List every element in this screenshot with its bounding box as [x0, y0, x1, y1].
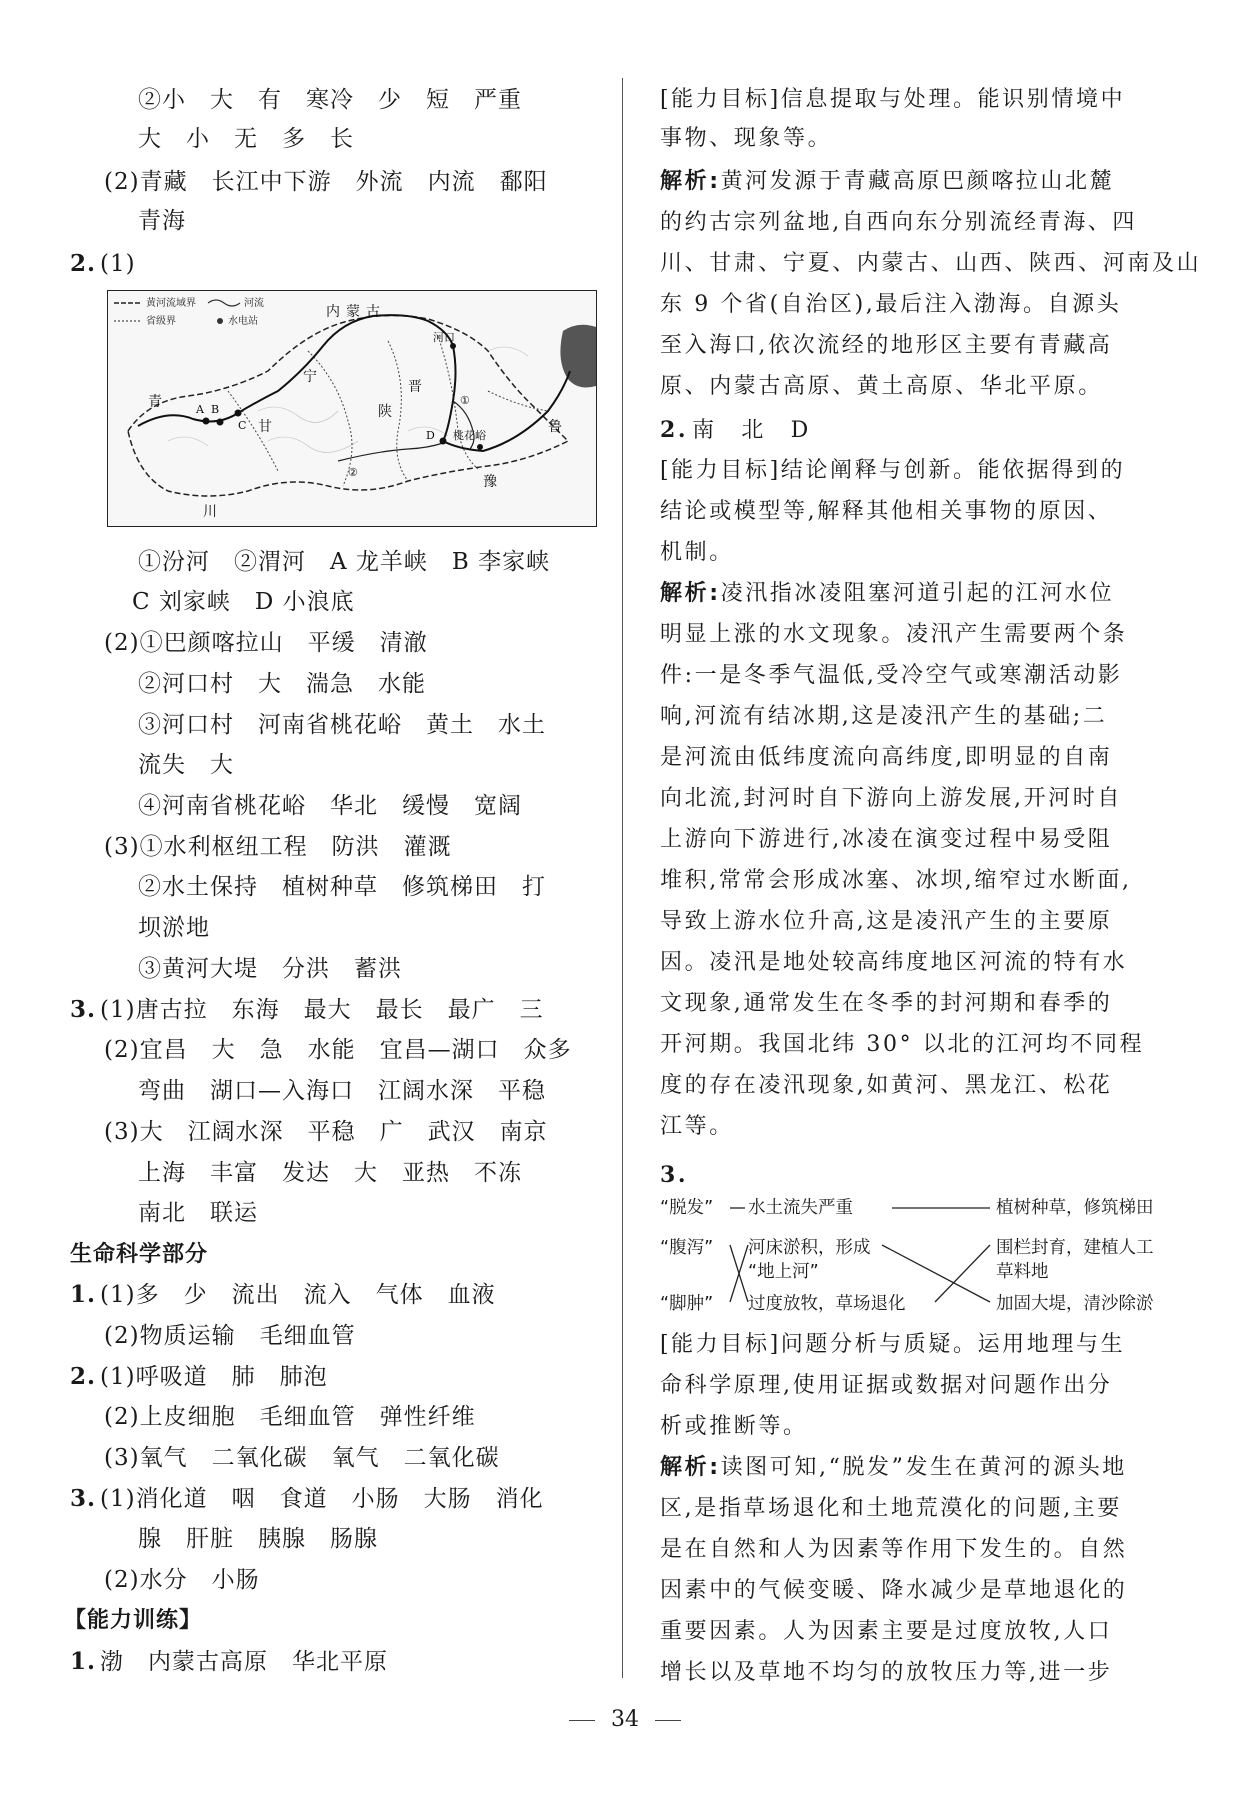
- left-answer-line: 南北 联运: [138, 1200, 258, 1226]
- left-answer-line: ②小 大 有 寒冷 少 短 严重: [138, 87, 522, 113]
- left-question-line: [70, 249, 136, 279]
- svg-text:晋: 晋: [408, 379, 422, 395]
- analysis-label: 解析:: [660, 581, 721, 606]
- svg-text:桃花峪: 桃花峪: [453, 429, 486, 442]
- svg-text:古: 古: [366, 304, 380, 320]
- svg-text:甘: 甘: [258, 419, 272, 435]
- diagram-fuxie: “腹泻”: [660, 1238, 714, 1258]
- svg-text:省级界: 省级界: [146, 316, 176, 327]
- left-answer-line: ①汾河 ②渭河 A 龙羊峡 B 李家峡: [138, 549, 551, 575]
- explanation-line: 开河期。我国北纬 30° 以北的江河均不同程: [660, 1032, 1145, 1057]
- explanation-line: 度的存在凌汛现象,如黄河、黑龙江、松花: [660, 1073, 1113, 1098]
- diagram-dike: 加固大堤，清沙除淤: [996, 1294, 1154, 1314]
- explanation-line: 响,河流有结冰期,这是凌汛产生的基础;二: [660, 704, 1108, 729]
- svg-text:陕: 陕: [378, 404, 392, 420]
- station-c-dot: [235, 410, 242, 417]
- explanation-line: 川、甘肃、宁夏、内蒙古、山西、陕西、河南及山: [660, 251, 1202, 276]
- analysis-line: [660, 167, 1114, 197]
- question-number: 2.: [660, 417, 689, 443]
- left-answer-line: (3)①水利枢纽工程 防洪 灌溉: [104, 834, 452, 860]
- left-answer-line: (3)氧气 二氧化碳 氧气 二氧化碳: [104, 1445, 500, 1471]
- svg-text:内: 内: [326, 304, 340, 320]
- explanation-line: 原、内蒙古高原、黄土高原、华北平原。: [660, 374, 1103, 399]
- right-question-2: [660, 415, 811, 446]
- explanation-line: 机制。: [660, 540, 734, 565]
- left-answer-line: (2)①巴颜喀拉山 平缓 清澈: [104, 630, 428, 656]
- analysis-text: 读图可知,“脱发”发生在黄河的源头地: [720, 1455, 1127, 1480]
- question-answer: (1)呼吸道 肺 肺泡: [100, 1364, 328, 1390]
- analysis-text: 黄河发源于青藏高原巴颜喀拉山北麓: [720, 169, 1115, 194]
- analysis-label: 解析:: [660, 169, 721, 194]
- question-number: 2.: [70, 1363, 97, 1390]
- explanation-line: [能力目标]问题分析与质疑。运用地理与生: [660, 1332, 1126, 1357]
- explanation-line: 向北流,封河时自下游向上游发展,开河时自: [660, 786, 1122, 811]
- page-number: [0, 1707, 1250, 1732]
- svg-text:豫: 豫: [483, 474, 497, 490]
- svg-text:C: C: [238, 419, 247, 432]
- left-answer-line: (2)物质运输 毛细血管: [104, 1323, 356, 1349]
- explanation-line: [能力目标]信息提取与处理。能识别情境中: [660, 87, 1126, 112]
- wei-river-line: [338, 443, 443, 461]
- left-answer-line: 腺 肝脏 胰腺 肠腺: [138, 1526, 378, 1552]
- right-question-3: 3.: [660, 1162, 689, 1188]
- svg-text:②: ②: [348, 466, 358, 479]
- analysis-line: [660, 1453, 1127, 1483]
- svg-text:川: 川: [203, 504, 217, 520]
- analysis-text: 凌汛指冰凌阻塞河道引起的江河水位: [720, 581, 1115, 606]
- left-answer-line: (2)青藏 长江中下游 外流 内流 鄱阳: [104, 169, 548, 195]
- left-answer-line: (3)大 江阔水深 平稳 广 武汉 南京: [104, 1119, 548, 1145]
- left-answer-line: 弯曲 湖口—入海口 江阔水深 平稳: [138, 1078, 546, 1104]
- left-question-line: [70, 1362, 328, 1392]
- explanation-line: 上游向下游进行,冰凌在演变过程中易受阻: [660, 827, 1113, 852]
- svg-text:河口: 河口: [433, 331, 455, 344]
- explanation-line: 件:一是冬季气温低,受冷空气或寒潮活动影: [660, 663, 1123, 688]
- bohai-sea: [560, 325, 596, 388]
- station-b-dot: [217, 419, 224, 426]
- explanation-line: 堆积,常常会形成冰塞、冰坝,缩窄过水断面,: [660, 868, 1132, 893]
- left-answer-line: C 刘家峡 D 小浪底: [132, 589, 355, 615]
- diagram-plant: 植树种草，修筑梯田: [996, 1198, 1154, 1218]
- explanation-line: [能力目标]结论阐释与创新。能依据得到的: [660, 458, 1126, 483]
- question-number: 1.: [70, 1648, 97, 1675]
- explanation-line: 东 9 个省(自治区),最后注入渤海。自源头: [660, 292, 1122, 317]
- explanation-line: 是河流由低纬度流向高纬度,即明显的自南: [660, 745, 1113, 770]
- question-answer: (1)唐古拉 东海 最大 最长 最广 三: [100, 997, 544, 1023]
- svg-text:D: D: [426, 429, 435, 442]
- left-answer-line: (2)宜昌 大 急 水能 宜昌—湖口 众多: [104, 1037, 572, 1063]
- svg-text:水电站: 水电站: [228, 316, 258, 327]
- diagram-above-river: “地上河”: [748, 1262, 819, 1282]
- section-ability-training: 【能力训练】: [64, 1608, 203, 1633]
- left-answer-line: 流失 大: [138, 752, 234, 778]
- explanation-line: 文现象,通常发生在冬季的封河期和春季的: [660, 991, 1113, 1016]
- svg-text:①: ①: [460, 394, 470, 407]
- explanation-line: 析或推断等。: [660, 1414, 808, 1439]
- explanation-line: 至入海口,依次流经的地形区主要有青藏高: [660, 333, 1113, 358]
- yellow-river-line: [138, 315, 570, 451]
- explanation-line: 的约古宗列盆地,自西向东分别流经青海、四: [660, 210, 1137, 235]
- svg-text:宁: 宁: [303, 369, 317, 385]
- yellow-river-basin-map: [107, 290, 597, 527]
- left-answer-line: ④河南省桃花峪 华北 缓慢 宽阔: [138, 793, 522, 819]
- explanation-line: 是在自然和人为因素等作用下发生的。自然: [660, 1537, 1128, 1562]
- explanation-line: 明显上涨的水文现象。凌汛产生需要两个条: [660, 622, 1128, 647]
- svg-text:鲁: 鲁: [548, 419, 562, 435]
- page-number-text: 34: [611, 1707, 639, 1732]
- diagram-tuofa: “脱发”: [660, 1198, 714, 1218]
- explanation-line: 因素中的气候变暖、降水减少是草地退化的: [660, 1578, 1128, 1603]
- question-answer: (1): [100, 251, 136, 277]
- left-question-line: [70, 995, 544, 1025]
- map-svg: [108, 291, 596, 526]
- map-legend: [114, 296, 264, 327]
- explanation-line: 命科学原理,使用证据或数据对问题作出分: [660, 1373, 1113, 1398]
- left-answer-line: 大 小 无 多 长: [138, 126, 354, 152]
- question-answer: (1)消化道 咽 食道 小肠 大肠 消化: [100, 1486, 544, 1512]
- left-answer-line: ②水土保持 植树种草 修筑梯田 打: [138, 874, 546, 900]
- yellow-river-problems-diagram: [660, 1190, 1180, 1320]
- explanation-line: 事物、现象等。: [660, 126, 833, 151]
- taohuayu-dot: [477, 444, 483, 450]
- diagram-fence: 围栏封育，建植人工: [996, 1238, 1154, 1258]
- left-question-line: [70, 1647, 388, 1677]
- svg-text:蒙: 蒙: [346, 304, 360, 320]
- left-answer-line: 青海: [138, 208, 186, 234]
- svg-text:青: 青: [148, 394, 162, 410]
- diagram-grassland: 草料地: [996, 1262, 1049, 1282]
- diagram-soil-loss: 水土流失严重: [748, 1198, 853, 1218]
- svg-text:A: A: [196, 403, 204, 416]
- svg-text:黄河流域界: 黄河流域界: [146, 298, 196, 309]
- question-number: 1.: [70, 1281, 97, 1308]
- left-answer-line: 上海 丰富 发达 大 亚热 不冻: [138, 1160, 522, 1186]
- diagram-overgrazing: 过度放牧，草场退化: [748, 1294, 906, 1314]
- explanation-line: 增长以及草地不均匀的放牧压力等,进一步: [660, 1660, 1113, 1685]
- left-answer-line: ③黄河大堤 分洪 蓄洪: [138, 956, 402, 982]
- column-divider: [622, 78, 623, 1678]
- analysis-line: [660, 579, 1114, 609]
- explanation-line: 区,是指草场退化和土地荒漠化的问题,主要: [660, 1496, 1122, 1521]
- question-number: 2.: [70, 250, 97, 277]
- question-number: 3.: [70, 1485, 97, 1512]
- station-d-dot: [440, 438, 447, 445]
- explanation-line: 导致上游水位升高,这是凌汛产生的主要原: [660, 909, 1113, 934]
- explanation-line: 因。凌汛是地处较高纬度地区河流的特有水: [660, 950, 1128, 975]
- left-answer-line: (2)水分 小肠: [104, 1567, 260, 1593]
- explanation-line: 重要因素。人为因素主要是过度放牧,人口: [660, 1619, 1113, 1644]
- left-answer-line: ②河口村 大 湍急 水能: [138, 671, 426, 697]
- question-answer: (1)多 少 流出 流入 气体 血液: [100, 1282, 496, 1308]
- left-question-line: [70, 1484, 544, 1514]
- left-answer-line: ③河口村 河南省桃花峪 黄土 水土: [138, 712, 546, 738]
- question-answer: 南 北 D: [692, 418, 811, 443]
- station-a-dot: [203, 418, 210, 425]
- svg-text:B: B: [211, 403, 220, 416]
- section-life-science: 生命科学部分: [70, 1242, 209, 1267]
- explanation-line: 结论或模型等,解释其他相关事物的原因、: [660, 499, 1113, 524]
- left-answer-line: 坝淤地: [138, 915, 210, 941]
- diagram-silting: 河床淤积，形成: [748, 1238, 871, 1258]
- analysis-label: 解析:: [660, 1455, 721, 1480]
- diagram-jiaozhong: “脚肿”: [660, 1294, 714, 1314]
- question-answer: 渤 内蒙古高原 华北平原: [100, 1649, 389, 1675]
- explanation-line: 江等。: [660, 1114, 734, 1139]
- question-number: 3.: [70, 996, 97, 1023]
- svg-text:河流: 河流: [244, 298, 264, 309]
- left-answer-line: (2)上皮细胞 毛细血管 弹性纤维: [104, 1404, 476, 1430]
- left-question-line: [70, 1280, 496, 1310]
